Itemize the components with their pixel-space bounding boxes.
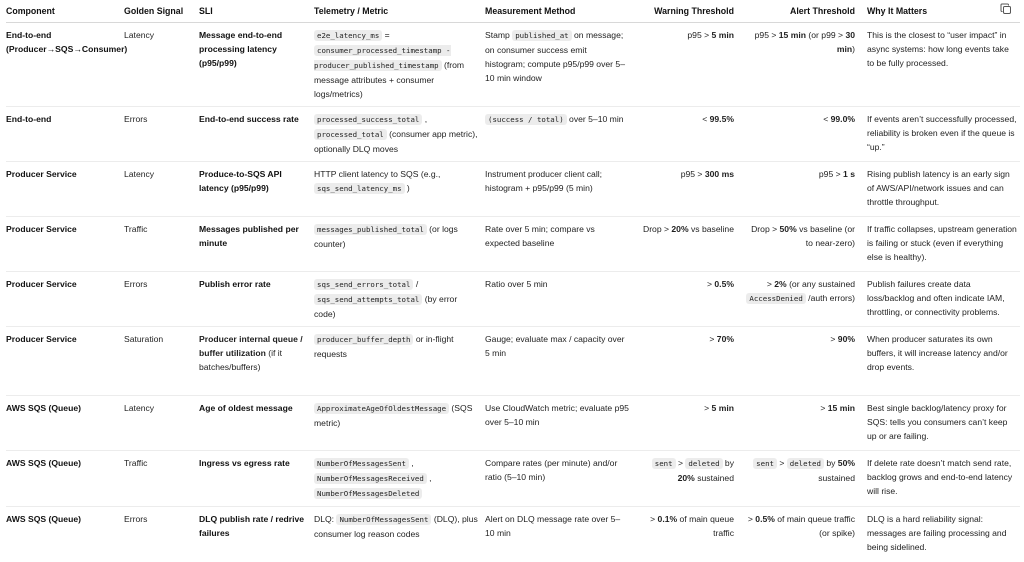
cell-golden-signal: Latency <box>124 396 199 451</box>
telemetry-text: or in-flight requests <box>314 334 454 359</box>
cell-warning-threshold <box>635 507 746 562</box>
threshold-text: sustained <box>818 473 855 483</box>
cell-why-it-matters: If delete rate doesn’t match send rate, backlog grows and end-to-end latency will rise. <box>867 451 1020 507</box>
table-row <box>6 396 1020 451</box>
telemetry-text: (from message attributes + consumer logs/metrics) <box>314 60 465 99</box>
cell-alert-threshold <box>746 451 867 507</box>
table-row <box>6 272 1020 327</box>
threshold-text: > <box>766 279 775 289</box>
cell-alert-threshold <box>746 217 867 272</box>
threshold-text: of main queue traffic <box>677 514 734 538</box>
header-component: Component <box>6 0 124 23</box>
table-row <box>6 107 1020 162</box>
telemetry-text: HTTP client latency to SQS (e.g., <box>314 169 441 179</box>
threshold-value: 300 ms <box>704 169 734 179</box>
cell-golden-signal: Latency <box>124 162 199 217</box>
cell-measurement-method: Ratio over 5 min <box>485 272 635 327</box>
telemetry-text: , <box>426 473 432 483</box>
cell-telemetry <box>314 107 485 162</box>
header-sli: SLI <box>199 0 314 23</box>
telemetry-text: ) <box>404 183 410 193</box>
telemetry-text: (or logs counter) <box>314 224 458 249</box>
sli-note: (if it batches/buffers) <box>199 348 283 372</box>
cell-measurement-method: Use CloudWatch metric; evaluate p95 over 5–10 min <box>485 396 635 451</box>
cell-warning-threshold <box>635 327 746 396</box>
threshold-text: < <box>823 114 831 124</box>
threshold-value: 99.0% <box>830 114 855 124</box>
metric-code: e2e_latency_ms <box>314 30 382 41</box>
cell-measurement-method: Compare rates (per minute) and/or ratio (5–10 min) <box>485 451 635 507</box>
cell-golden-signal: Traffic <box>124 217 199 272</box>
cell-component: AWS SQS (Queue) <box>6 451 124 507</box>
cell-warning-threshold <box>635 396 746 451</box>
cell-component: End-to-end <box>6 107 124 162</box>
cell-alert-threshold <box>746 396 867 451</box>
threshold-text: (or p99 > <box>806 30 846 40</box>
cell-sli: Produce-to-SQS API latency (p95/p99) <box>199 162 314 217</box>
threshold-text: < <box>702 114 710 124</box>
cell-telemetry <box>314 396 485 451</box>
cell-measurement-method: Rate over 5 min; compare vs expected baseline <box>485 217 635 272</box>
threshold-text: p95 > <box>680 169 705 179</box>
threshold-text: Drop > <box>751 224 780 234</box>
cell-measurement-method: Gauge; evaluate max / capacity over 5 min <box>485 327 635 396</box>
cell-measurement-method <box>485 23 635 107</box>
cell-why-it-matters: DLQ is a hard reliability signal: messages are failing processing and being sidelined. <box>867 514 1007 552</box>
cell-alert-threshold <box>746 162 867 217</box>
metric-code: NumberOfMessagesDeleted <box>314 488 422 499</box>
cell-sli: End-to-end success rate <box>199 107 314 162</box>
telemetry-text: (SQS metric) <box>314 403 473 428</box>
threshold-text: > <box>709 334 717 344</box>
threshold-value: 50% <box>837 458 855 468</box>
table-row <box>6 327 1020 396</box>
telemetry-text: , <box>409 458 414 468</box>
threshold-text: vs baseline (or to near-zero) <box>796 224 855 248</box>
method-text: Stamp <box>485 30 513 40</box>
header-measurement-method: Measurement Method <box>485 0 635 23</box>
threshold-text: by <box>722 458 734 468</box>
cell-telemetry <box>314 327 485 396</box>
threshold-value: 0.5% <box>714 279 734 289</box>
threshold-text: sustained <box>694 473 734 483</box>
cell-component: End-to-end (Producer→SQS→Consumer) <box>6 23 124 107</box>
cell-measurement-method: Alert on DLQ message rate over 5–10 min <box>485 514 621 538</box>
cell-warning-threshold <box>635 23 746 107</box>
cell-telemetry <box>314 162 485 217</box>
cell-component: AWS SQS (Queue) <box>6 396 124 451</box>
table-row <box>6 507 1020 562</box>
header-why-it-matters: Why It Matters <box>867 0 1020 23</box>
threshold-value: 2% <box>774 279 787 289</box>
threshold-text: > <box>650 514 658 524</box>
metric-code: sqs_send_errors_total <box>314 279 413 290</box>
metric-code: sent <box>753 458 777 469</box>
cell-component: Producer Service <box>6 327 124 396</box>
header-alert-threshold: Alert Threshold <box>746 0 867 23</box>
cell-alert-threshold <box>746 507 867 562</box>
threshold-text: > <box>675 458 686 468</box>
telemetry-text: DLQ: <box>314 514 337 524</box>
cell-telemetry <box>314 451 485 507</box>
cell-sli: Publish error rate <box>199 272 314 327</box>
telemetry-text: (by error code) <box>314 294 458 319</box>
sli-text: Producer internal queue / buffer utilization <box>199 334 303 358</box>
threshold-text: p95 > <box>754 30 779 40</box>
metric-code: processed_total <box>314 129 387 140</box>
threshold-value: 90% <box>837 334 855 344</box>
header-row <box>6 0 1020 23</box>
cell-alert-threshold <box>746 327 867 396</box>
header-warning-threshold: Warning Threshold <box>635 0 746 23</box>
metric-code: deleted <box>787 458 824 469</box>
threshold-text: vs baseline <box>688 224 734 234</box>
table-row <box>6 23 1020 107</box>
method-text: over 5–10 min <box>566 114 624 124</box>
threshold-value: 70% <box>716 334 734 344</box>
metric-code: sent <box>652 458 676 469</box>
threshold-value: 15 min <box>778 30 807 40</box>
cell-telemetry <box>314 23 485 107</box>
cell-why-it-matters: If events aren’t successfully processed, reliability is broken even if the queue is “up.” <box>867 107 1020 162</box>
metric-code: NumberOfMessagesReceived <box>314 473 427 484</box>
cell-measurement-method <box>485 107 635 162</box>
threshold-value: 15 min <box>827 403 855 413</box>
threshold-text: by <box>823 458 838 468</box>
telemetry-text: (DLQ), plus consumer log reason codes <box>314 514 478 539</box>
threshold-text: > <box>747 514 756 524</box>
cell-sli <box>199 327 314 396</box>
threshold-text: p95 > <box>818 169 844 179</box>
threshold-value: 50% <box>779 224 797 234</box>
cell-golden-signal: Errors <box>124 272 199 327</box>
threshold-value: 0.5% <box>755 514 775 524</box>
threshold-value: 20% <box>671 224 689 234</box>
metric-code: (success / total) <box>485 114 567 125</box>
threshold-value: 0.1% <box>657 514 678 524</box>
threshold-value: 5 min <box>711 403 734 413</box>
threshold-value: 5 min <box>711 30 734 40</box>
cell-why-it-matters: Rising publish latency is an early sign of AWS/API/network issues and can throttle throughput. <box>867 162 1020 217</box>
telemetry-text: , <box>422 114 428 124</box>
threshold-text: of main queue traffic (or spike) <box>774 514 855 538</box>
metric-code: ApproximateAgeOfOldestMessage <box>314 403 449 414</box>
telemetry-text: = <box>382 30 390 40</box>
telemetry-text: (consumer app metric), optionally DLQ moves <box>314 129 478 154</box>
metric-code: published_at <box>512 30 571 41</box>
threshold-value: 30 min <box>836 30 855 54</box>
cell-sli: Age of oldest message <box>199 396 314 451</box>
threshold-value: 20% <box>677 473 695 483</box>
cell-sli: DLQ publish rate / redrive failures <box>199 514 305 538</box>
threshold-text: /auth errors) <box>805 293 855 303</box>
threshold-text: ) <box>852 44 855 54</box>
table-row <box>6 217 1020 272</box>
metric-code: NumberOfMessagesSent <box>314 458 409 469</box>
cell-golden-signal: Errors <box>124 107 199 162</box>
cell-component: Producer Service <box>6 217 124 272</box>
threshold-value: 1 s <box>843 169 855 179</box>
threshold-text: Drop > <box>642 224 672 234</box>
cell-warning-threshold <box>635 107 746 162</box>
golden-signals-table <box>6 0 1020 562</box>
cell-why-it-matters: When producer saturates its own buffers, it will increase latency and/or drop events. <box>867 327 1020 396</box>
cell-alert-threshold <box>746 272 867 327</box>
metric-code: sqs_send_attempts_total <box>314 294 422 305</box>
metric-code: messages_published_total <box>314 224 427 235</box>
threshold-text: p95 > <box>687 30 712 40</box>
cell-golden-signal: Errors <box>124 514 148 524</box>
threshold-text: > <box>707 279 715 289</box>
cell-alert-threshold <box>746 23 867 107</box>
threshold-text: > <box>820 403 828 413</box>
cell-telemetry <box>314 217 485 272</box>
table-row <box>6 451 1020 507</box>
cell-why-it-matters: Publish failures create data loss/backlog and often indicate IAM, throttling, or connectivity problems. <box>867 272 1020 327</box>
metric-code: sqs_send_latency_ms <box>314 183 405 194</box>
metric-code: NumberOfMessagesSent <box>336 514 431 525</box>
metric-code: AccessDenied <box>746 293 805 304</box>
cell-sli: Message end-to-end processing latency (p95/p99) <box>199 23 314 107</box>
cell-why-it-matters: This is the closest to “user impact” in async systems: how long events take to be fully processed. <box>867 23 1020 107</box>
metric-code: producer_buffer_depth <box>314 334 413 345</box>
cell-sli: Ingress vs egress rate <box>199 451 314 507</box>
header-golden-signal: Golden Signal <box>124 0 199 23</box>
cell-measurement-method: Instrument producer client call; histogram + p95/p99 (5 min) <box>485 162 635 217</box>
cell-why-it-matters: If traffic collapses, upstream generation is failing or stuck (even if everything else is healthy). <box>867 217 1020 272</box>
cell-component: AWS SQS (Queue) <box>6 514 81 524</box>
cell-why-it-matters: Best single backlog/latency proxy for SQS: tells you consumers can’t keep up or are failing. <box>867 396 1020 451</box>
cell-component: Producer Service <box>6 162 124 217</box>
cell-component: Producer Service <box>6 272 124 327</box>
metric-code: consumer_processed_timestamp - producer_published_timestamp <box>314 46 451 70</box>
method-text: on message; on consumer success emit histogram; compute p95/p99 over 5–10 min window <box>485 30 625 83</box>
threshold-text: > <box>776 458 787 468</box>
table-row <box>6 162 1020 217</box>
cell-warning-threshold <box>635 217 746 272</box>
cell-warning-threshold <box>635 272 746 327</box>
cell-golden-signal: Latency <box>124 23 199 107</box>
cell-telemetry <box>314 507 485 562</box>
cell-warning-threshold <box>635 451 746 507</box>
header-telemetry: Telemetry / Metric <box>314 0 485 23</box>
cell-telemetry <box>314 272 485 327</box>
metric-code: deleted <box>685 458 722 469</box>
metric-code: processed_success_total <box>314 114 422 125</box>
cell-alert-threshold <box>746 107 867 162</box>
telemetry-text: / <box>413 279 419 289</box>
threshold-text: > <box>704 403 712 413</box>
threshold-text: (or any sustained <box>786 279 855 289</box>
threshold-text: > <box>830 334 838 344</box>
cell-warning-threshold <box>635 162 746 217</box>
threshold-value: 99.5% <box>709 114 734 124</box>
cell-golden-signal: Saturation <box>124 327 199 396</box>
cell-sli: Messages published per minute <box>199 217 314 272</box>
cell-golden-signal: Traffic <box>124 451 199 507</box>
